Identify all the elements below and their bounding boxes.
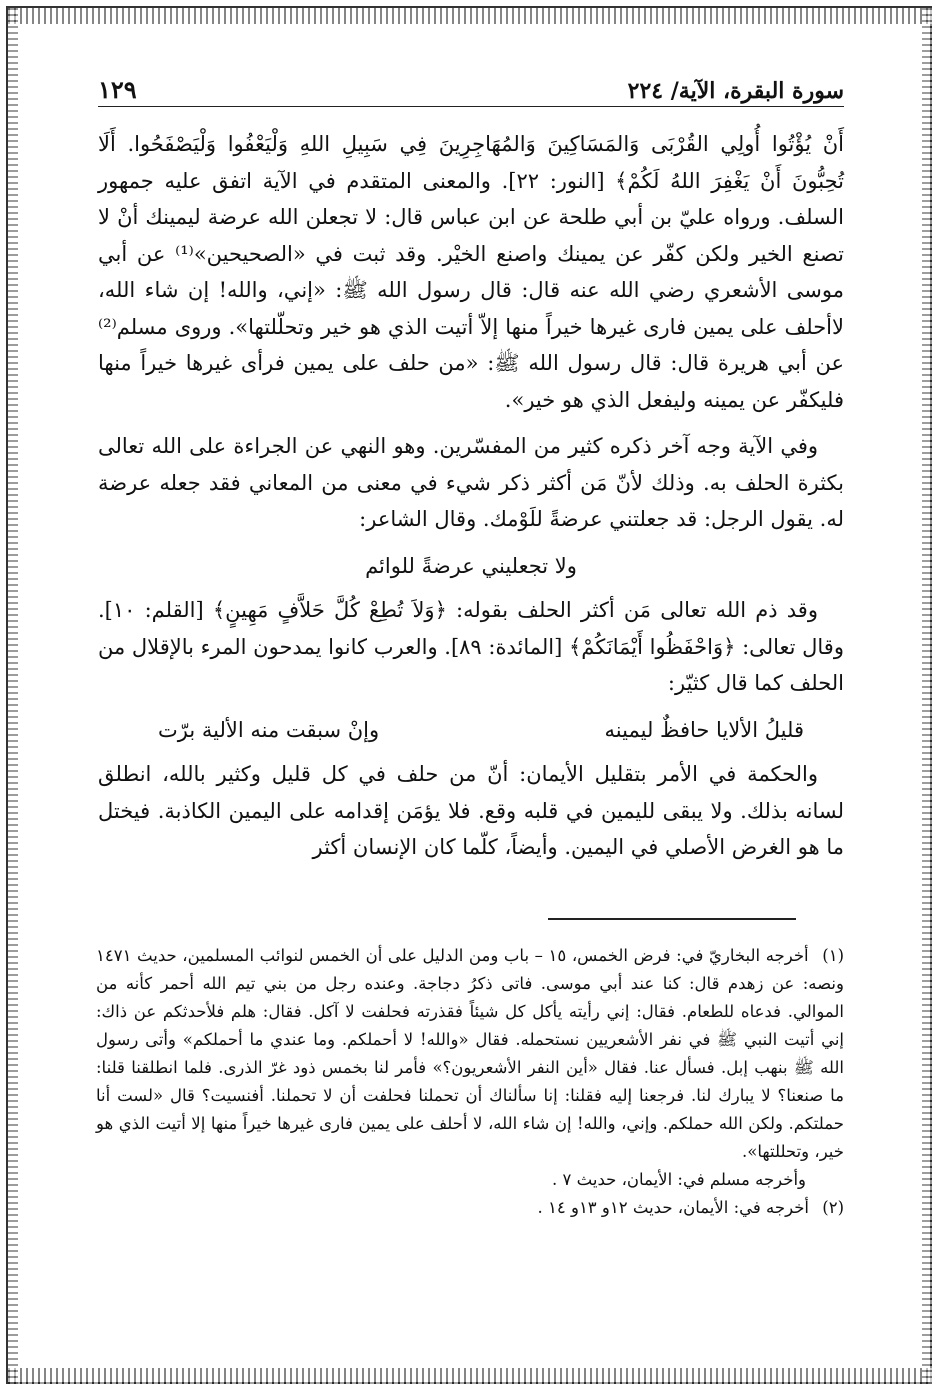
verse-2-second-hemistich: وإنْ سبقت منه الألية برّت — [158, 717, 380, 742]
footnote-2-number: (٢) — [822, 1198, 844, 1217]
footnote-1-number: (١) — [822, 946, 844, 965]
footnotes — [96, 942, 844, 1222]
running-title: سورة البقرة، الآية/ ٢٢٤ — [627, 78, 844, 104]
page-number: ١٢٩ — [98, 75, 137, 104]
footnote-1-text: أخرجه البخاريّ في: فرض الخمس، ١٥ – باب ومن الدليل على أن الخمس لنوائب المسلمين، حديث ١٤٧١ ونصه: عن زهدم قال: كنا عند أبي موسى. فاتى ذكرُ دجاجة. وعنده رجل من بني تيم الله أحمر كأنه من الموالي. فدعاه للطعام. فقال: إني رأيته يأكل كل شيئاً فقذرته فحلفت لا آكل. فقال: هلم فلأحدثكم عن ذاك: إني أتيت النبي ﷺ في نفر الأشعريين نستحمله. فقال «والله! لا أحملكم. وما عندي ما أحملكم» وأتى رسول الله ﷺ بنهب إبل. فسأل عنا. فقال «أين النفر الأشعريون؟» فأمر لنا بخمس ذود غرّ الذرى. فلما انطلقنا قلنا: ما صنعنا؟ لا يبارك لنا. فرجعنا إليه فقلنا: إنا سألناك أن تحملنا فحلفت أن لا تحملنا. أفنسيت؟ قال «لست أنا حملتكم. ولكن الله حملكم. وإني، والله! إن شاء الله، لا أحلف على يمين فارى غيرها خيراً منها إلا أتيت الذي هو خير، وتحللتها». — [96, 946, 844, 1161]
footnote-separator — [548, 918, 796, 920]
footnote-2 — [96, 1194, 844, 1222]
paragraph-4: والحكمة في الأمر بتقليل الأيمان: أنّ من حلف في كل قليل وكثير بالله، انطلق لسانه بذلك. ولا يبقى لليمين في قلبه وقع. فلا يؤمَن إقدامه على اليمين الكاذبة. فيختل ما هو الغرض الأصلي في اليمين. وأيضاً، كلّما كان الإنسان أكثر — [98, 762, 844, 859]
footnote-1 — [96, 942, 844, 1166]
poetry-verse-2 — [98, 712, 844, 749]
verse-2-first-hemistich: قليلُ الألايا حافظٌ ليمينه — [604, 717, 804, 742]
ornamental-border-top — [8, 8, 932, 24]
footnote-1-extra: وأخرجه مسلم في: الأيمان، حديث ٧ . — [552, 1170, 806, 1189]
paragraph-3: وقد ذم الله تعالى مَن أكثر الحلف بقوله: ﴿وَلاَ تُطِعْ كُلَّ حَلاَّفٍ مَهِينٍ﴾ [القلم: ١٠]. وقال تعالى: ﴿وَاحْفَظُوا أَيْمَانَكُمْ﴾ [المائدة: ٨٩]. والعرب كانوا يمدحون المرء بالإقلال من الحلف كما قال كثيّر: — [98, 598, 844, 695]
ornamental-border-right — [922, 8, 932, 1384]
paragraph-2: وفي الآية وجه آخر ذكره كثير من المفسّرين. وهو النهي عن الجراءة على الله تعالى بكثرة الحلف به. وذلك لأنّ مَن أكثر ذكر شيء في معنى من المعاني فقد جعله عرضة له. يقول الرجل: قد جعلتني عرضةً للَوْمك. وقال الشاعر: — [98, 434, 844, 531]
paragraph-1: أَنْ يُؤْتُوا أُولِي القُرْبَى وَالمَسَاكِينَ وَالمُهَاجِرِينَ فِي سَبِيلِ اللهِ وَلْيَعْفُوا وَلْيَصْفَحُوا. أَلَا تُحِبُّونَ أَنْ يَغْفِرَ اللهُ لَكُمْ﴾ [النور: ٢٢]. والمعنى المتقدم في الآية اتفق عليه جمهور السلف. ورواه عليّ بن أبي طلحة عن ابن عباس قال: لا تجعلن الله عرضة ليمينك أنْ لا تصنع الخير ولكن كفّر عن يمينك واصنع الخيْر. وقد ثبت في «الصحيحين»⁽¹⁾ عن أبي موسى الأشعري رضي الله عنه قال: قال رسول الله ﷺ: «إني، والله! إن شاء الله، لاأحلف على يمين فارى غيرها خيراً منها إلاّ أتيت الذي هو خير وتحلّلتها». وروى مسلم⁽²⁾ عن أبي هريرة قال: قال رسول الله ﷺ: «من حلف على يمين فرأى غيرها خيراً منها فليكفّر عن يمينه وليفعل الذي هو خير». — [98, 132, 844, 412]
ornamental-border-left — [8, 8, 18, 1384]
ornamental-border-bottom — [8, 1368, 932, 1384]
main-text — [98, 126, 844, 876]
poetry-verse-1: ولا تجعليني عرضةً للوائم — [365, 553, 577, 578]
page-header — [98, 66, 844, 107]
footnote-2-text: أخرجه في: الأيمان، حديث ١٢و ١٣و ١٤ . — [537, 1198, 809, 1217]
